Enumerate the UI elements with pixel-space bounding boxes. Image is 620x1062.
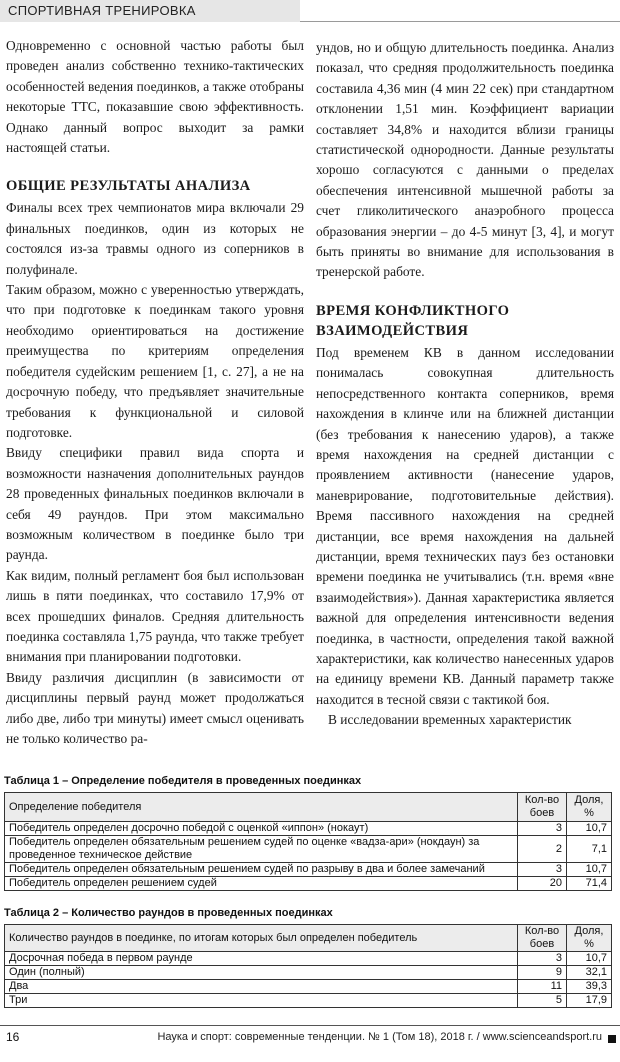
table-row [5,822,612,836]
table-cell: 10,7 [567,863,612,877]
table-cell: 3 [518,822,567,836]
table-row [5,952,612,966]
table-cell: Три [5,994,518,1008]
end-square-icon [608,1035,616,1043]
section-title: СПОРТИВНАЯ ТРЕНИРОВКА [8,3,196,18]
column-header: Доля, % [567,793,612,822]
paragraph: Ввиду специфики правил вида спорта и возможности назначения дополнительных раундов 28 проведенных финальных поединков включали в себя 49 раундов. При этом максимально возможным количеством в поединке было три раунда. [6,445,304,563]
table-cell: 10,7 [567,822,612,836]
table-cell: Победитель определен досрочно победой с оценкой «иппон» (нокаут) [5,822,518,836]
right-column [316,38,614,731]
table-cell: 5 [518,994,567,1008]
table-cell: Досрочная победа в первом раунде [5,952,518,966]
table-row [5,836,612,863]
table-cell: 32,1 [567,966,612,980]
table-rounds-count [4,924,612,1008]
paragraph: Финалы всех трех чемпионатов мира включали 29 финальных поединков, один из которых не состоялся из-за травмы одного из соперников в полуфинале. [6,200,304,277]
table-row [5,863,612,877]
paragraph: В исследовании временных характеристик [328,712,572,728]
table-cell: 11 [518,980,567,994]
table2-title: Таблица 2 – Количество раундов в проведенных поединках [4,907,333,919]
table-cell: 2 [518,836,567,863]
table-row [5,877,612,891]
column-header: Количество раундов в поединке, по итогам которых был определен победитель [5,925,518,952]
paragraph: Ввиду различия дисциплин (в зависимости от дисциплины первый раунд может продолжаться либо две, либо три минуты) имеет смысл оценивать не только количество ра- [6,669,304,746]
footer-rule [0,1025,620,1026]
paragraph-continued: ундов, но и общую длительность поединка. Анализ показал, что средняя продолжительность поединка составила 4,36 мин (4 мин 22 сек) при стандартном отклонении 1,51 мин. Коэффициент вариации составляет 34,8% и находится вблизи границы статистической однородности. Данные результаты хорошо согласуются с данными о пределах обеспечения интенсивной мышечной работы за счет гликолитического анаэробного процесса образования энергии – до 4-5 минут [3, 4], и могут быть приняты во внимание для использования в тренерской работе. [316,40,614,280]
table-cell: Победитель определен обязательным решением судей по разрыву в два и более замечаний [5,863,518,877]
table-cell: Один (полный) [5,966,518,980]
table-cell: 9 [518,966,567,980]
table-cell: 39,3 [567,980,612,994]
table-row [5,966,612,980]
table-header-row [5,793,612,822]
table-row [5,994,612,1008]
table-winner-determination [4,792,612,891]
column-header: Определение победителя [5,793,518,822]
column-header: Доля, % [567,925,612,952]
table-cell: 3 [518,952,567,966]
running-head [0,0,300,22]
table-cell: 3 [518,863,567,877]
journal-citation: Наука и спорт: современные тенденции. № 1 (Том 18), 2018 г. / www.scienceandsport.ru [157,1031,602,1043]
table-row [5,980,612,994]
table-cell: 10,7 [567,952,612,966]
table-cell: 7,1 [567,836,612,863]
page-number: 16 [6,1030,20,1044]
column-header: Кол-во боев [518,925,567,952]
table1-title: Таблица 1 – Определение победителя в проведенных поединках [4,775,362,787]
column-header: Кол-во боев [518,793,567,822]
paragraph: Как видим, полный регламент боя был использован лишь в пяти поединках, что составило 17,9% от всех прошедших финалов. Средняя длительность поединка составляла 1,75 раунда, что также требует внимания при планировании подготовки. [6,567,304,665]
table-cell: Победитель определен обязательным решением судей по оценке «вадза-ари» (нокдаун) за проведенное техническое действие [5,836,518,863]
table-cell: 17,9 [567,994,612,1008]
paragraph: Под временем КВ в данном исследовании понималась совокупная длительность непосредственного контакта соперников, время нахождения в клинче или на ближней дистанции (без требования к нанесению ударов), а также время нахождения на средней дистанции с проявлением активности (нанесение ударов, маневрирование, подготовительные действия). Время пассивного нахождения на средней дистанции, все время нахождения на дальней дистанции, время технических пауз без остановки времени поединка не учитывались (т.н. время «вне взаимодействия»). Данная характеристика является важной для определения интенсивности ведения поединка, в частности, определения такой важной характеристики, как количество нанесенных ударов на единицу времени КВ. Данный параметр также находится в тесной связи с тактикой боя. [316,344,614,707]
section-heading-conflict-time: ВРЕМЯ КОНФЛИКТНОГО ВЗАИМОДЕЙСТВИЯ [316,302,510,339]
spacer [6,158,304,166]
section-heading-results: ОБЩИЕ РЕЗУЛЬТАТЫ АНАЛИЗА [6,178,251,195]
table-cell: Победитель определен решением судей [5,877,518,891]
left-column [6,36,304,749]
table-cell: 20 [518,877,567,891]
paragraph: Таким образом, можно с уверенностью утверждать, что при подготовке к поединкам такого уровня необходимо ориентироваться на достижение преимущества по критериям определения победителя судейским решением [1, с. 27], а не на досрочную победу, что предъявляет значительные требования к функциональной и силовой подготовке. [6,282,304,440]
paragraph-intro: Одновременно с основной частью работы был проведен анализ собственно технико-тактических особенностей ведения поединков, а также отобраны некоторые ТТС, показавшие свою эффективность. Однако данный вопрос выходит за рамки настоящей статьи. [6,38,304,156]
table-cell: Два [5,980,518,994]
table-header-row [5,925,612,952]
header-rule [300,21,620,22]
table-cell: 71,4 [567,877,612,891]
